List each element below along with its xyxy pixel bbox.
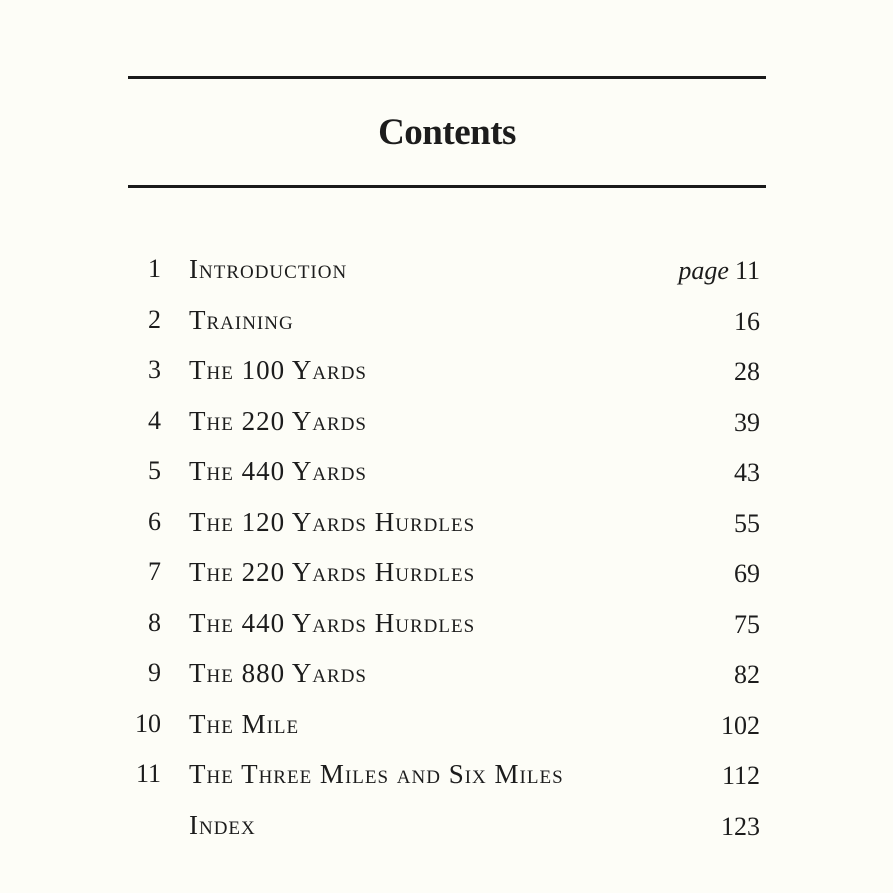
chapter-title: The 100 Yards bbox=[189, 355, 367, 385]
page-number: 112 bbox=[721, 761, 760, 790]
toc-entry-220-yards[interactable] bbox=[0, 399, 893, 450]
page-number: 11 bbox=[734, 256, 760, 285]
chapter-title: The 220 Yards Hurdles bbox=[189, 557, 476, 587]
page-number: 39 bbox=[734, 407, 760, 437]
chapter-title: Introduction bbox=[189, 254, 348, 284]
chapter-title: The Three Miles and Six Miles bbox=[189, 759, 564, 789]
page-number: 69 bbox=[734, 559, 760, 588]
top-rule bbox=[128, 76, 766, 79]
chapter-number: 2 bbox=[148, 304, 161, 334]
chapter-number: 1 bbox=[148, 254, 161, 283]
chapter-title: The Mile bbox=[189, 708, 300, 739]
chapter-title: Index bbox=[189, 809, 256, 840]
chapter-title: The 880 Yards bbox=[189, 658, 367, 688]
toc-entry-index[interactable] bbox=[0, 803, 893, 854]
toc-entry-training[interactable] bbox=[0, 298, 893, 349]
chapter-number: 3 bbox=[148, 355, 161, 384]
page-title: Contents bbox=[378, 112, 516, 153]
chapter-title: The 440 Yards bbox=[189, 456, 367, 486]
toc-entry-880-yards[interactable] bbox=[0, 651, 893, 702]
page-number: 123 bbox=[721, 811, 760, 841]
page-number: 43 bbox=[734, 458, 760, 487]
toc-entry-100-yards[interactable] bbox=[0, 348, 893, 399]
chapter-number: 4 bbox=[148, 405, 161, 435]
page-number: 75 bbox=[734, 609, 760, 639]
chapter-title: The 120 Yards Hurdles bbox=[189, 506, 476, 537]
page-number: 82 bbox=[734, 660, 760, 689]
table-of-contents bbox=[0, 247, 893, 853]
chapter-number: 10 bbox=[135, 708, 161, 738]
toc-entry-220-yards-hurdles[interactable] bbox=[0, 550, 893, 601]
chapter-number: 6 bbox=[148, 506, 161, 536]
toc-entry-the-mile[interactable] bbox=[0, 702, 893, 753]
page-reference bbox=[678, 249, 760, 293]
page-prefix: page bbox=[678, 256, 729, 285]
toc-entry-440-yards[interactable] bbox=[0, 449, 893, 500]
chapter-title: Training bbox=[189, 304, 294, 335]
toc-entry-120-yards-hurdles[interactable] bbox=[0, 500, 893, 551]
bottom-rule bbox=[128, 185, 766, 188]
chapter-title: The 440 Yards Hurdles bbox=[189, 607, 476, 638]
chapter-number: 9 bbox=[148, 658, 161, 687]
chapter-number: 5 bbox=[148, 456, 161, 485]
page-number: 28 bbox=[734, 357, 760, 386]
page-number: 55 bbox=[734, 508, 760, 538]
chapter-number: 8 bbox=[148, 607, 161, 637]
toc-entry-440-yards-hurdles[interactable] bbox=[0, 601, 893, 652]
page-number: 16 bbox=[734, 306, 760, 336]
toc-entry-three-and-six-miles[interactable] bbox=[0, 752, 893, 803]
chapter-number: 11 bbox=[135, 759, 161, 788]
chapter-title: The 220 Yards bbox=[189, 405, 367, 436]
toc-entry-introduction[interactable] bbox=[0, 247, 893, 298]
page-number: 102 bbox=[721, 710, 760, 740]
chapter-number: 7 bbox=[148, 557, 161, 586]
